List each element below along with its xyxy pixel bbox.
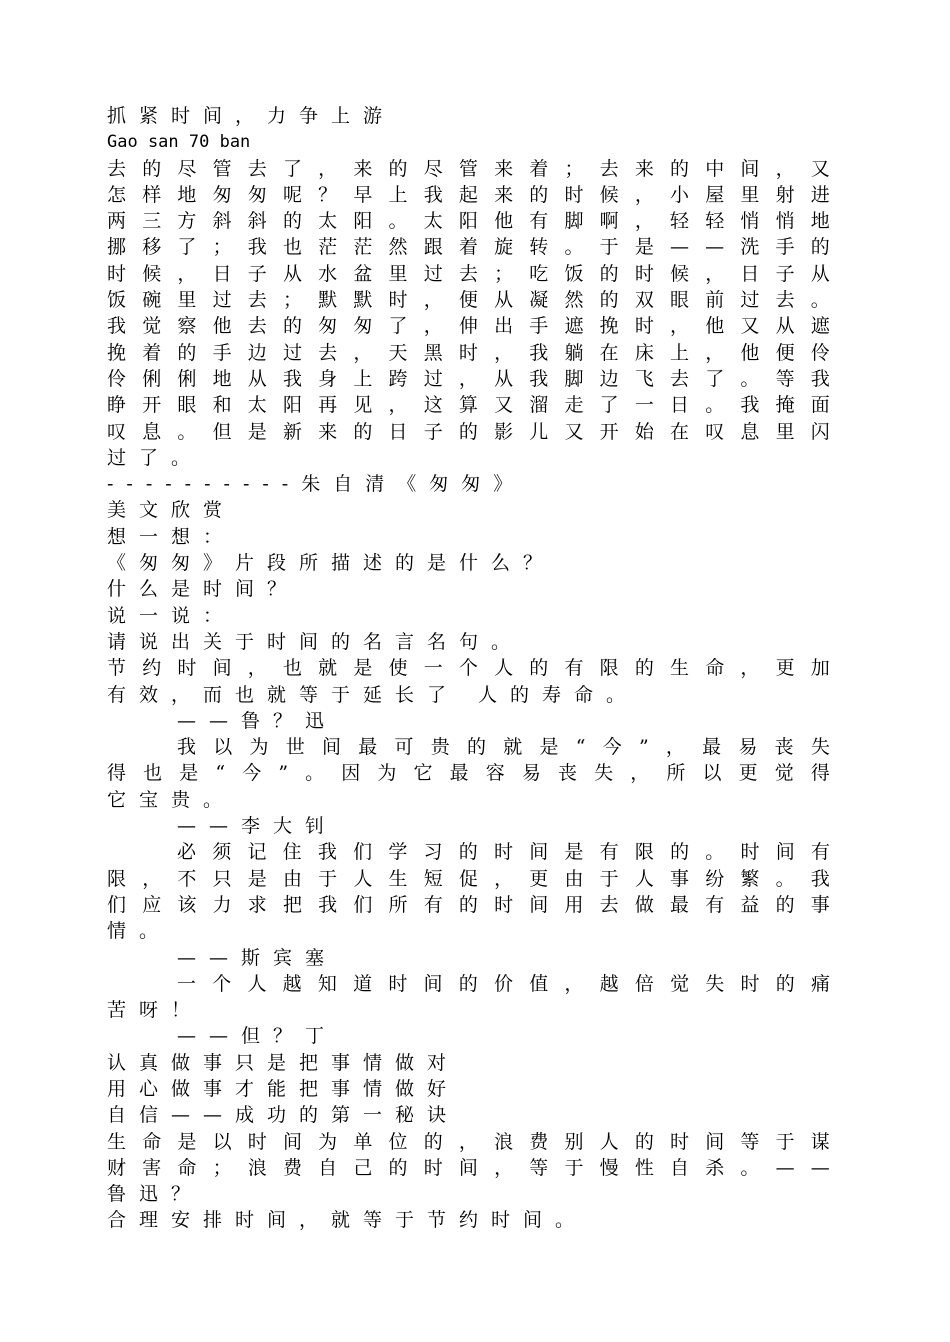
section-heading: 说一说： xyxy=(107,604,236,627)
motto-line: 用心做事才能把事情做好 xyxy=(107,1077,460,1100)
motto-line: 自信——成功的第一秘诀 xyxy=(107,1104,460,1127)
quote-line: 它宝贵。 xyxy=(107,788,236,811)
text-line: 挪 移 了 ； 我 也 茫 茫 然 跟 着 旋 转 。 于 是 — — 洗 手 的 xyxy=(107,236,830,259)
motto-line: 认真做事只是把事情做对 xyxy=(107,1051,460,1074)
text-line: 时 候 ， 日 子 从 水 盆 里 过 去 ； 吃 饭 的 时 候 ， 日 子 从 xyxy=(107,262,830,285)
document-title: 抓紧时间，力争上游 xyxy=(107,105,396,127)
closing-line: 合理安排时间，就等于节约时间。 xyxy=(107,1209,588,1232)
text-line: 去 的 尽 管 去 了 ， 来 的 尽 管 来 着 ； 去 来 的 中 间 ， 又 xyxy=(107,157,830,180)
document-page xyxy=(107,103,830,1234)
text-line: 叹 息 。 但 是 新 来 的 日 子 的 影 儿 又 开 始 在 叹 息 里 闪 xyxy=(107,420,830,443)
quote-attribution: 鲁迅？ xyxy=(107,1183,204,1206)
quote-attribution: ——但？丁 xyxy=(177,1025,338,1048)
quote-attribution: ——李大钊 xyxy=(177,815,338,838)
section-heading: 美文欣赏 xyxy=(107,499,236,522)
quote-line: 财 害 命 ； 浪 费 自 己 的 时 间 ， 等 于 慢 性 自 杀 。 — — xyxy=(107,1156,830,1179)
class-label: Gao san 70 ban xyxy=(107,132,251,153)
text-line: 伶 俐 俐 地 从 我 身 上 跨 过 ， 从 我 脚 边 飞 去 了 。 等 我 xyxy=(107,367,830,390)
quote-line: 苦呀！ xyxy=(107,999,204,1022)
quote-line: 一 个 人 越 知 道 时 间 的 价 值 ， 越 倍 觉 失 时 的 痛 xyxy=(177,972,830,995)
text-line: 请说出关于时间的名言名句。 xyxy=(107,630,524,653)
text-line: 睁 开 眼 和 太 阳 再 见 ， 这 算 又 溜 走 了 一 日 。 我 掩 面 xyxy=(107,394,830,417)
quote-attribution: ——斯宾塞 xyxy=(177,946,338,969)
attribution-line: ----------朱自清《匆匆》 xyxy=(107,473,526,496)
text-line: 过了。 xyxy=(107,446,204,469)
quote-line: 我 以 为 世 间 最 可 贵 的 就 是 “ 今 ” ， 最 易 丧 失 xyxy=(177,736,830,759)
text-line: 挽 着 的 手 边 过 去 ， 天 黑 时 ， 我 躺 在 床 上 ， 他 便 伶 xyxy=(107,341,830,364)
quote-line: 节 约 时 间 ， 也 就 是 使 一 个 人 的 有 限 的 生 命 ， 更 加 xyxy=(107,657,830,680)
quote-line: 得 也 是 “ 今 ” 。 因 为 它 最 容 易 丧 失 ， 所 以 更 觉 得 xyxy=(107,762,830,785)
text-line: 我 觉 察 他 去 的 匆 匆 了 ， 伸 出 手 遮 挽 时 ， 他 又 从 遮 xyxy=(107,315,830,338)
quote-line: 限 ， 不 只 是 由 于 人 生 短 促 ， 更 由 于 人 事 纷 繁 。 我 xyxy=(107,867,830,890)
section-heading: 想一想： xyxy=(107,525,236,548)
question-line: 什么是时间？ xyxy=(107,578,300,601)
question-line: 《匆匆》片段所描述的是什么？ xyxy=(107,552,556,575)
quote-line: 情。 xyxy=(107,920,172,943)
quote-line: 生 命 是 以 时 间 为 单 位 的 ， 浪 费 别 人 的 时 间 等 于 谋 xyxy=(107,1130,830,1153)
quote-line: 有效，而也就等于延长了 人的寿命。 xyxy=(107,683,639,706)
text-line: 两 三 方 斜 斜 的 太 阳 。 太 阳 他 有 脚 啊 ， 轻 轻 悄 悄 地 xyxy=(107,210,830,233)
text-line: 怎 样 地 匆 匆 呢 ？ 早 上 我 起 来 的 时 候 ， 小 屋 里 射 进 xyxy=(107,183,830,206)
quote-line: 必 须 记 住 我 们 学 习 的 时 间 是 有 限 的 。 时 间 有 xyxy=(177,841,830,864)
text-line: 饭 碗 里 过 去 ； 默 默 时 ， 便 从 凝 然 的 双 眼 前 过 去 。 xyxy=(107,289,830,312)
quote-attribution: ——鲁？迅 xyxy=(177,709,338,732)
quote-line: 们 应 该 力 求 把 我 们 所 有 的 时 间 用 去 做 最 有 益 的 事 xyxy=(107,893,830,916)
